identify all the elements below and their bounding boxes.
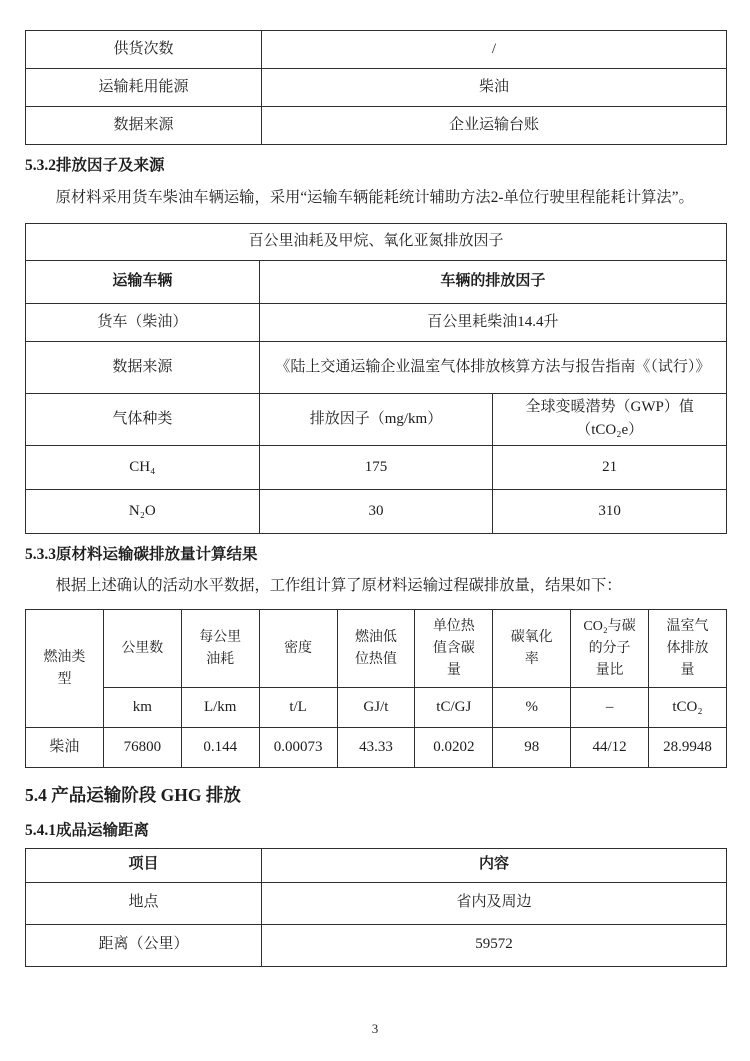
vehicle-label-cell: 货车（柴油）	[26, 303, 260, 341]
table-row	[26, 924, 727, 966]
section-heading-5-3-3: 5.3.3原材料运输碳排放量计算结果	[25, 545, 258, 563]
gas-gwp-cell: 310	[493, 489, 727, 533]
header-cell-density: 密度	[259, 610, 337, 688]
table-title-cell: 百公里油耗及甲烷、氧化亚氮排放因子	[26, 223, 727, 260]
item-header-cell: 项目	[26, 848, 262, 882]
unit-cell: GJ/t	[337, 688, 415, 728]
value-cell-fuel-type: 柴油	[26, 728, 104, 768]
header-cell-heat-value: 燃油低位热值	[337, 610, 415, 688]
gwp-header-line1: 全球变暖潜势（GWP）值	[525, 398, 694, 415]
gas-factor-cell: 30	[259, 489, 493, 533]
row-value-cell: /	[262, 31, 727, 69]
header-cell-distance: 公里数	[103, 610, 181, 688]
header-cell-fuel-type: 燃油类型	[26, 610, 104, 728]
gas-name-cell: CH₄	[26, 445, 260, 489]
row-value-cell: 柴油	[262, 69, 727, 107]
supply-info-table	[25, 30, 727, 145]
gas-gwp-cell: 21	[493, 445, 727, 489]
value-cell-ghg-emission: 28.9948	[649, 728, 727, 768]
table-row	[26, 445, 727, 489]
row-label-cell: 运输耗用能源	[26, 69, 262, 107]
data-row	[26, 728, 727, 768]
table-title-row	[26, 223, 727, 260]
page-number: 3	[371, 1021, 379, 1036]
table-row	[26, 69, 727, 107]
unit-cell: %	[493, 688, 571, 728]
gwp-header-line2: （tCO₂e）	[576, 422, 644, 439]
unit-cell: t/L	[259, 688, 337, 728]
value-cell-molecular-ratio: 44/12	[571, 728, 649, 768]
unit-cell: L/km	[181, 688, 259, 728]
row-value-cell: 省内及周边	[262, 882, 727, 924]
table-row	[26, 303, 727, 341]
row-label-cell: 距离（公里）	[26, 924, 262, 966]
table-row	[26, 882, 727, 924]
value-cell-distance: 76800	[103, 728, 181, 768]
value-cell-carbon-content: 0.0202	[415, 728, 493, 768]
value-cell-heat-value: 43.33	[337, 728, 415, 768]
table-row	[26, 107, 727, 145]
section-paragraph-5-3-3: 根据上述确认的活动水平数据，工作组计算了原材料运输过程碳排放量，结果如下：	[55, 577, 622, 595]
gas-header-row	[26, 393, 727, 445]
table-header-row	[26, 610, 727, 688]
header-cell-carbon-content: 单位热值含碳量	[415, 610, 493, 688]
row-label-cell: 地点	[26, 882, 262, 924]
value-cell-oxidation-rate: 98	[493, 728, 571, 768]
unit-cell: tCO₂	[649, 688, 727, 728]
vehicle-header-cell: 运输车辆	[26, 260, 260, 303]
value-cell-density: 0.00073	[259, 728, 337, 768]
emission-factor-table	[25, 223, 727, 534]
row-value-cell: 企业运输台账	[262, 107, 727, 145]
table-row	[26, 31, 727, 69]
row-label-cell: 供货次数	[26, 31, 262, 69]
product-transport-table	[25, 848, 727, 967]
gas-name-cell: N₂O	[26, 489, 260, 533]
gas-factor-cell: 175	[259, 445, 493, 489]
header-cell-fuel-per-km: 每公里油耗	[181, 610, 259, 688]
source-value-cell: 《陆上交通运输企业温室气体排放核算方法与报告指南《（试行）》	[259, 341, 726, 393]
gas-type-header-cell: 气体种类	[26, 393, 260, 445]
table-header-row	[26, 260, 727, 303]
unit-cell: km	[103, 688, 181, 728]
factor-header-cell: 车辆的排放因子	[259, 260, 726, 303]
units-row	[26, 688, 727, 728]
gwp-header-cell	[493, 393, 727, 445]
header-cell-oxidation-rate: 碳氧化率	[493, 610, 571, 688]
vehicle-value-cell: 百公里耗柴油14.4升	[259, 303, 726, 341]
table-row	[26, 489, 727, 533]
value-cell-fuel-per-km: 0.144	[181, 728, 259, 768]
unit-cell: –	[571, 688, 649, 728]
table-header-row	[26, 848, 727, 882]
section-paragraph-5-3-2: 原材料采用货车柴油车辆运输，采用“运输车辆能耗统计辅助方法2-单位行驶里程能耗计算法”。	[55, 188, 694, 206]
calc-result-table	[25, 609, 727, 768]
source-label-cell: 数据来源	[26, 341, 260, 393]
row-value-cell: 59572	[262, 924, 727, 966]
section-heading-5-4-1: 5.4.1成品运输距离	[25, 821, 150, 839]
row-label-cell: 数据来源	[26, 107, 262, 145]
section-heading-5-3-2: 5.3.2排放因子及来源	[25, 157, 165, 174]
section-heading-5-4: 5.4 产品运输阶段 GHG 排放	[25, 785, 241, 806]
unit-cell: tC/GJ	[415, 688, 493, 728]
table-row	[26, 341, 727, 393]
header-cell-ghg-emission: 温室气体排放量	[649, 610, 727, 688]
ef-header-cell: 排放因子（mg/km）	[259, 393, 493, 445]
header-cell-molecular-ratio: CO₂与碳的分子量比	[571, 610, 649, 688]
content-header-cell: 内容	[262, 848, 727, 882]
